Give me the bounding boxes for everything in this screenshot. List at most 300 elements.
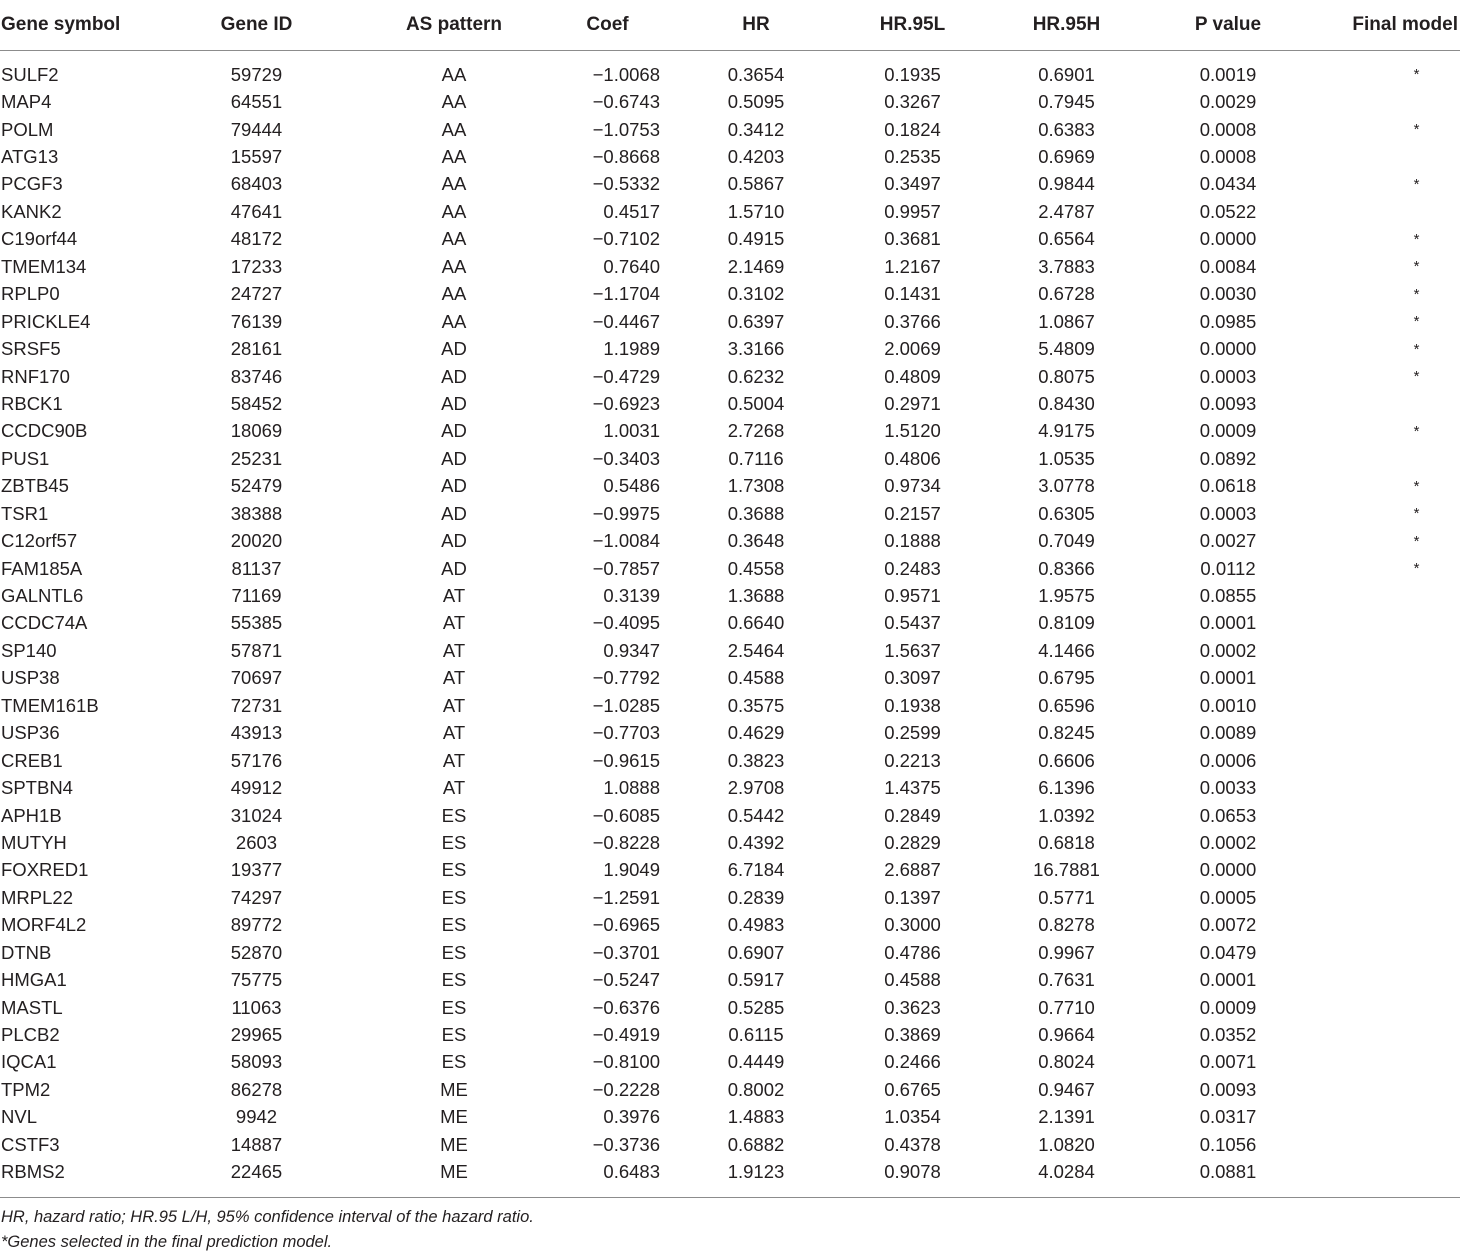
hr-95h-cell: 5.4809 <box>1038 338 1095 360</box>
table-row <box>0 527 1460 554</box>
hr-cell: 0.4629 <box>727 722 785 744</box>
gene-symbol-cell: NVL <box>1 1106 37 1128</box>
p-value-cell: 0.0001 <box>1199 612 1257 634</box>
hr-cell: 0.6115 <box>728 1024 784 1046</box>
p-value-cell: 0.0000 <box>1199 859 1257 881</box>
final-model-cell <box>1285 692 1460 719</box>
coef-cell: −0.8100 <box>592 1051 660 1073</box>
gene-symbol-cell: IQCA1 <box>1 1051 57 1073</box>
hr-cell: 0.3575 <box>727 694 785 716</box>
coef-cell: −1.2591 <box>592 886 660 908</box>
coef-cell: 0.3139 <box>603 585 660 607</box>
as-pattern-cell: ME <box>440 1106 468 1128</box>
coef-cell: 1.1989 <box>603 338 660 360</box>
p-value-cell: 0.0019 <box>1199 63 1257 85</box>
hr-95l-cell: 0.3497 <box>884 173 941 195</box>
p-value-cell: 0.0618 <box>1199 475 1257 497</box>
coef-cell: −0.6923 <box>592 392 660 414</box>
gene-id-cell: 11063 <box>231 996 282 1018</box>
p-value-cell: 0.0084 <box>1199 255 1257 277</box>
p-value-cell: 0.0001 <box>1199 667 1257 689</box>
table-row <box>0 143 1460 170</box>
gene-symbol-cell: MUTYH <box>1 831 67 853</box>
coef-cell: −1.0068 <box>592 63 660 85</box>
hr-cell: 6.7184 <box>727 859 785 881</box>
header-hr-95l: HR.95L <box>825 0 970 51</box>
as-pattern-cell: ES <box>441 941 467 963</box>
gene-id-cell: 22465 <box>230 1161 283 1183</box>
gene-symbol-cell: USP38 <box>1 667 60 689</box>
gene-symbol-cell: FOXRED1 <box>1 859 89 881</box>
as-pattern-cell: AA <box>441 200 467 222</box>
table-row <box>0 445 1460 472</box>
gene-id-cell: 83746 <box>230 365 283 387</box>
final-model-cell: * <box>1413 66 1420 84</box>
hr-95l-cell: 1.0354 <box>884 1106 941 1128</box>
hr-95h-cell: 0.6795 <box>1038 667 1095 689</box>
coef-cell: −0.6085 <box>592 804 660 826</box>
gene-symbol-cell: MORF4L2 <box>1 914 87 936</box>
header-as-pattern: AS pattern <box>340 0 520 51</box>
p-value-cell: 0.0005 <box>1199 886 1257 908</box>
coef-cell: −0.5247 <box>592 969 660 991</box>
as-pattern-cell: ME <box>440 1078 468 1100</box>
hr-cell: 0.4588 <box>727 667 785 689</box>
gene-symbol-cell: PCGF3 <box>1 173 63 195</box>
p-value-cell: 0.0317 <box>1199 1106 1257 1128</box>
gene-id-cell: 58452 <box>230 392 283 414</box>
gene-id-cell: 74297 <box>230 886 283 908</box>
table-row <box>0 253 1460 280</box>
hr-95l-cell: 0.4588 <box>884 969 941 991</box>
coef-cell: −0.5332 <box>592 173 660 195</box>
hr-95h-cell: 0.9844 <box>1038 173 1095 195</box>
gene-symbol-cell: SULF2 <box>1 63 59 85</box>
as-pattern-cell: ES <box>441 831 467 853</box>
table-row <box>0 198 1460 225</box>
p-value-cell: 0.0009 <box>1199 996 1257 1018</box>
gene-symbol-cell: APH1B <box>1 804 62 826</box>
coef-cell: 0.7640 <box>603 255 660 277</box>
gene-symbol-cell: DTNB <box>1 941 52 963</box>
p-value-cell: 0.0881 <box>1199 1161 1257 1183</box>
hr-95h-cell: 0.7631 <box>1038 969 1095 991</box>
gene-id-cell: 79444 <box>230 118 283 140</box>
table-row <box>0 1021 1460 1048</box>
as-pattern-cell: ES <box>441 886 467 908</box>
as-pattern-cell: AT <box>442 694 466 716</box>
table-row <box>0 1104 1460 1131</box>
table-header <box>0 0 1460 51</box>
as-pattern-cell: AD <box>441 420 467 442</box>
gene-id-cell: 14887 <box>230 1133 283 1155</box>
hr-95h-cell: 0.8245 <box>1038 722 1095 744</box>
table-row <box>0 939 1460 966</box>
p-value-cell: 0.0479 <box>1199 941 1257 963</box>
table-bottom-rule <box>0 1197 1460 1198</box>
gene-symbol-cell: C19orf44 <box>1 228 78 250</box>
table-row <box>0 61 1460 88</box>
table-row <box>0 418 1460 445</box>
p-value-cell: 0.0033 <box>1199 777 1257 799</box>
hr-95l-cell: 2.6887 <box>884 859 941 881</box>
table-row <box>0 1076 1460 1103</box>
hr-cell: 0.5095 <box>727 91 785 113</box>
final-model-cell <box>1285 829 1460 856</box>
gene-symbol-cell: MRPL22 <box>1 886 73 908</box>
as-pattern-cell: ES <box>441 914 467 936</box>
table-row <box>0 88 1460 115</box>
hr-cell: 0.3412 <box>727 118 785 140</box>
hr-cell: 0.3654 <box>727 63 785 85</box>
gene-symbol-cell: SP140 <box>1 639 57 661</box>
final-model-cell: * <box>1413 313 1420 331</box>
gene-symbol-cell: MAP4 <box>1 91 52 113</box>
hr-cell: 1.3688 <box>727 585 785 607</box>
hr-95l-cell: 2.0069 <box>884 338 941 360</box>
hr-95l-cell: 0.3766 <box>884 310 941 332</box>
table-row <box>0 1049 1460 1076</box>
gene-id-cell: 31024 <box>230 804 283 826</box>
as-pattern-cell: AA <box>441 63 467 85</box>
hr-95h-cell: 0.8366 <box>1038 557 1095 579</box>
hr-cell: 0.4558 <box>727 557 785 579</box>
hr-95h-cell: 0.6564 <box>1038 228 1095 250</box>
hr-cell: 0.2839 <box>727 886 785 908</box>
table-row <box>0 1159 1460 1186</box>
hr-95h-cell: 0.7945 <box>1038 91 1095 113</box>
gene-symbol-cell: RBMS2 <box>1 1161 65 1183</box>
header-gene-id: Gene ID <box>165 0 340 51</box>
gene-id-cell: 17233 <box>230 255 283 277</box>
hr-95h-cell: 4.1466 <box>1038 639 1095 661</box>
final-model-cell <box>1285 1049 1460 1076</box>
hr-95h-cell: 0.8024 <box>1038 1051 1095 1073</box>
table-row <box>0 390 1460 417</box>
as-pattern-cell: ES <box>441 969 467 991</box>
coef-cell: 1.0888 <box>603 777 660 799</box>
hr-95l-cell: 0.9957 <box>884 200 941 222</box>
hr-95h-cell: 3.0778 <box>1038 475 1095 497</box>
gene-symbol-cell: PUS1 <box>1 447 50 469</box>
hr-95l-cell: 0.4809 <box>884 365 941 387</box>
p-value-cell: 0.0089 <box>1199 722 1257 744</box>
hr-95h-cell: 1.0535 <box>1038 447 1095 469</box>
final-model-cell <box>1285 774 1460 801</box>
final-model-cell: * <box>1413 285 1420 303</box>
gene-symbol-cell: GALNTL6 <box>1 585 84 607</box>
as-pattern-cell: AT <box>442 722 466 744</box>
gene-symbol-cell: POLM <box>1 118 54 140</box>
as-pattern-cell: AD <box>441 502 467 524</box>
hr-95l-cell: 0.6765 <box>884 1078 941 1100</box>
gene-id-cell: 72731 <box>230 694 283 716</box>
coef-cell: −0.9615 <box>592 749 660 771</box>
gene-symbol-cell: C12orf57 <box>1 530 78 552</box>
hr-95l-cell: 0.9078 <box>884 1161 941 1183</box>
p-value-cell: 0.0006 <box>1199 749 1257 771</box>
hr-cell: 0.5917 <box>727 969 785 991</box>
gene-symbol-cell: SRSF5 <box>1 338 61 360</box>
final-model-cell: * <box>1413 477 1420 495</box>
table-row <box>0 610 1460 637</box>
hr-95l-cell: 0.3000 <box>884 914 941 936</box>
hr-95h-cell: 3.7883 <box>1038 255 1095 277</box>
hr-cell: 0.4915 <box>727 228 785 250</box>
hr-95h-cell: 1.0392 <box>1038 804 1095 826</box>
gene-id-cell: 52870 <box>230 941 283 963</box>
gene-id-cell: 28161 <box>230 338 283 360</box>
gene-id-cell: 25231 <box>230 447 283 469</box>
coef-cell: 0.5486 <box>603 475 660 497</box>
hr-95h-cell: 0.6818 <box>1038 831 1095 853</box>
hr-95h-cell: 0.8109 <box>1038 612 1095 634</box>
as-pattern-cell: AA <box>441 173 467 195</box>
final-model-cell <box>1285 143 1460 170</box>
gene-symbol-cell: ZBTB45 <box>1 475 69 497</box>
footnote-asterisk: *Genes selected in the final prediction model. <box>1 1233 333 1251</box>
hr-95l-cell: 0.1935 <box>884 63 941 85</box>
final-model-cell: * <box>1413 340 1420 358</box>
gene-symbol-cell: MASTL <box>1 996 63 1018</box>
hr-cell: 0.5442 <box>727 804 785 826</box>
hr-95l-cell: 0.2157 <box>884 502 941 524</box>
as-pattern-cell: AD <box>441 530 467 552</box>
hr-95l-cell: 0.1824 <box>884 118 941 140</box>
gene-id-cell: 57871 <box>230 639 283 661</box>
table-row <box>0 555 1460 582</box>
table-row <box>0 747 1460 774</box>
hr-cell: 0.4983 <box>727 914 785 936</box>
hr-95l-cell: 0.2213 <box>884 749 941 771</box>
gene-symbol-cell: CREB1 <box>1 749 63 771</box>
gene-symbol-cell: RBCK1 <box>1 392 63 414</box>
final-model-cell <box>1285 884 1460 911</box>
gene-id-cell: 19377 <box>230 859 283 881</box>
p-value-cell: 0.0093 <box>1199 1078 1257 1100</box>
coef-cell: −0.4467 <box>592 310 660 332</box>
coef-cell: −0.6965 <box>592 914 660 936</box>
gene-id-cell: 38388 <box>230 502 283 524</box>
coef-cell: −0.4729 <box>592 365 660 387</box>
footnote-abbreviations: HR, hazard ratio; HR.95 L/H, 95% confidence interval of the hazard ratio. <box>1 1208 534 1226</box>
table-row <box>0 308 1460 335</box>
gene-id-cell: 57176 <box>230 749 283 771</box>
gene-symbol-cell: KANK2 <box>1 200 62 222</box>
hr-cell: 0.6907 <box>727 941 785 963</box>
gene-id-cell: 55385 <box>230 612 283 634</box>
coef-cell: −0.8228 <box>592 831 660 853</box>
hr-95h-cell: 0.6596 <box>1038 694 1095 716</box>
hr-95l-cell: 0.2483 <box>884 557 941 579</box>
hr-cell: 0.6640 <box>727 612 785 634</box>
final-model-cell <box>1285 610 1460 637</box>
gene-id-cell: 47641 <box>230 200 283 222</box>
gene-symbol-cell: ATG13 <box>1 146 59 168</box>
gene-id-cell: 24727 <box>230 283 283 305</box>
as-pattern-cell: AA <box>441 91 467 113</box>
hr-95l-cell: 0.2849 <box>884 804 941 826</box>
final-model-cell <box>1285 445 1460 472</box>
gene-id-cell: 48172 <box>230 228 283 250</box>
hr-cell: 3.3166 <box>727 338 785 360</box>
hr-95h-cell: 0.8278 <box>1038 914 1095 936</box>
table-row <box>0 1131 1460 1158</box>
gene-symbol-cell: FAM185A <box>1 557 83 579</box>
final-model-cell <box>1285 665 1460 692</box>
hr-95h-cell: 2.1391 <box>1038 1106 1095 1128</box>
p-value-cell: 0.0003 <box>1199 502 1257 524</box>
coef-cell: −0.3403 <box>592 447 660 469</box>
final-model-cell <box>1285 637 1460 664</box>
final-model-cell <box>1285 390 1460 417</box>
hr-95h-cell: 0.6901 <box>1038 63 1095 85</box>
hr-95l-cell: 0.9734 <box>884 475 941 497</box>
as-pattern-cell: AA <box>441 228 467 250</box>
as-pattern-cell: AD <box>441 392 467 414</box>
p-value-cell: 0.0071 <box>1199 1051 1257 1073</box>
hr-95l-cell: 0.1431 <box>884 283 941 305</box>
hr-cell: 0.5285 <box>727 996 785 1018</box>
p-value-cell: 0.0030 <box>1199 283 1257 305</box>
gene-id-cell: 81137 <box>231 557 282 579</box>
hr-95l-cell: 0.5437 <box>884 612 941 634</box>
p-value-cell: 0.0002 <box>1199 639 1257 661</box>
final-model-cell <box>1285 1131 1460 1158</box>
header-hr: HR <box>665 0 825 51</box>
gene-symbol-cell: CCDC90B <box>1 420 88 442</box>
final-model-cell: * <box>1413 368 1420 386</box>
hr-95h-cell: 0.9467 <box>1038 1078 1095 1100</box>
hr-95h-cell: 0.6383 <box>1038 118 1095 140</box>
p-value-cell: 0.0112 <box>1200 557 1256 579</box>
gene-symbol-cell: PLCB2 <box>1 1024 60 1046</box>
hr-95l-cell: 0.3267 <box>884 91 941 113</box>
coef-cell: −0.6743 <box>592 91 660 113</box>
gene-id-cell: 75775 <box>230 969 283 991</box>
gene-symbol-cell: TMEM134 <box>1 255 87 277</box>
coef-cell: −0.3701 <box>592 941 660 963</box>
hr-95l-cell: 0.1397 <box>884 886 941 908</box>
coef-cell: −1.1704 <box>592 283 660 305</box>
final-model-cell <box>1285 1159 1460 1186</box>
table-row <box>0 116 1460 143</box>
hr-cell: 2.1469 <box>727 255 785 277</box>
gene-id-cell: 9942 <box>235 1106 278 1128</box>
table-row <box>0 171 1460 198</box>
coef-cell: −0.7792 <box>592 667 660 689</box>
hr-cell: 0.3102 <box>727 283 785 305</box>
table-row <box>0 335 1460 362</box>
p-value-cell: 0.0027 <box>1199 530 1257 552</box>
hr-95l-cell: 0.3681 <box>884 228 941 250</box>
final-model-cell <box>1285 747 1460 774</box>
hr-cell: 1.9123 <box>727 1161 785 1183</box>
coef-cell: −1.0753 <box>592 118 660 140</box>
p-value-cell: 0.0985 <box>1199 310 1257 332</box>
hr-cell: 0.3688 <box>727 502 785 524</box>
gene-id-cell: 20020 <box>230 530 283 552</box>
final-model-cell: * <box>1413 230 1420 248</box>
as-pattern-cell: AD <box>441 557 467 579</box>
final-model-cell <box>1285 939 1460 966</box>
table-row <box>0 665 1460 692</box>
coef-cell: −0.2228 <box>592 1078 660 1100</box>
as-pattern-cell: ME <box>440 1161 468 1183</box>
gene-symbol-cell: TMEM161B <box>1 694 99 716</box>
hr-95h-cell: 0.6305 <box>1038 502 1095 524</box>
hr-95h-cell: 1.0867 <box>1038 310 1095 332</box>
p-value-cell: 0.0009 <box>1199 420 1257 442</box>
as-pattern-cell: ES <box>441 804 467 826</box>
final-model-cell <box>1285 966 1460 993</box>
hr-cell: 0.5867 <box>727 173 785 195</box>
as-pattern-cell: ES <box>441 996 467 1018</box>
as-pattern-cell: AA <box>441 118 467 140</box>
gene-id-cell: 18069 <box>230 420 283 442</box>
hr-95h-cell: 0.7710 <box>1038 996 1095 1018</box>
final-model-cell <box>1285 1076 1460 1103</box>
p-value-cell: 0.0010 <box>1199 694 1257 716</box>
header-p-value: P value <box>1135 0 1285 51</box>
p-value-cell: 0.0008 <box>1199 146 1257 168</box>
hr-cell: 0.6882 <box>727 1133 785 1155</box>
table-row <box>0 829 1460 856</box>
p-value-cell: 0.0352 <box>1199 1024 1257 1046</box>
p-value-cell: 0.1056 <box>1199 1133 1257 1155</box>
hr-95h-cell: 0.9664 <box>1038 1024 1095 1046</box>
as-pattern-cell: ES <box>441 859 467 881</box>
coef-cell: −0.8668 <box>592 146 660 168</box>
p-value-cell: 0.0653 <box>1199 804 1257 826</box>
hr-95l-cell: 0.3097 <box>884 667 941 689</box>
as-pattern-cell: AD <box>441 475 467 497</box>
final-model-cell: * <box>1413 505 1420 523</box>
hr-95l-cell: 1.5120 <box>884 420 941 442</box>
p-value-cell: 0.0000 <box>1199 338 1257 360</box>
hr-95h-cell: 0.5771 <box>1038 886 1095 908</box>
table-row <box>0 802 1460 829</box>
gene-id-cell: 71169 <box>231 585 282 607</box>
hr-cell: 1.4883 <box>727 1106 785 1128</box>
coef-cell: −0.9975 <box>592 502 660 524</box>
table-row <box>0 857 1460 884</box>
gene-id-cell: 43913 <box>230 722 283 744</box>
p-value-cell: 0.0855 <box>1199 585 1257 607</box>
gene-symbol-cell: USP36 <box>1 722 60 744</box>
hr-95h-cell: 0.9967 <box>1038 941 1095 963</box>
as-pattern-cell: ME <box>440 1133 468 1155</box>
as-pattern-cell: AA <box>441 146 467 168</box>
p-value-cell: 0.0434 <box>1199 173 1257 195</box>
table-row <box>0 363 1460 390</box>
coef-cell: −0.4095 <box>592 612 660 634</box>
as-pattern-cell: AA <box>441 255 467 277</box>
hr-cell: 0.6397 <box>727 310 785 332</box>
gene-symbol-cell: PRICKLE4 <box>1 310 91 332</box>
table-row <box>0 473 1460 500</box>
gene-id-cell: 52479 <box>230 475 283 497</box>
hr-cell: 2.9708 <box>727 777 785 799</box>
hr-95h-cell: 1.0820 <box>1038 1133 1095 1155</box>
table-body <box>0 51 1460 1186</box>
coef-cell: 0.6483 <box>603 1161 660 1183</box>
hr-cell: 1.5710 <box>727 200 785 222</box>
table-row <box>0 966 1460 993</box>
final-model-cell: * <box>1413 422 1420 440</box>
gene-symbol-cell: RNF170 <box>1 365 70 387</box>
hr-95l-cell: 0.2829 <box>884 831 941 853</box>
